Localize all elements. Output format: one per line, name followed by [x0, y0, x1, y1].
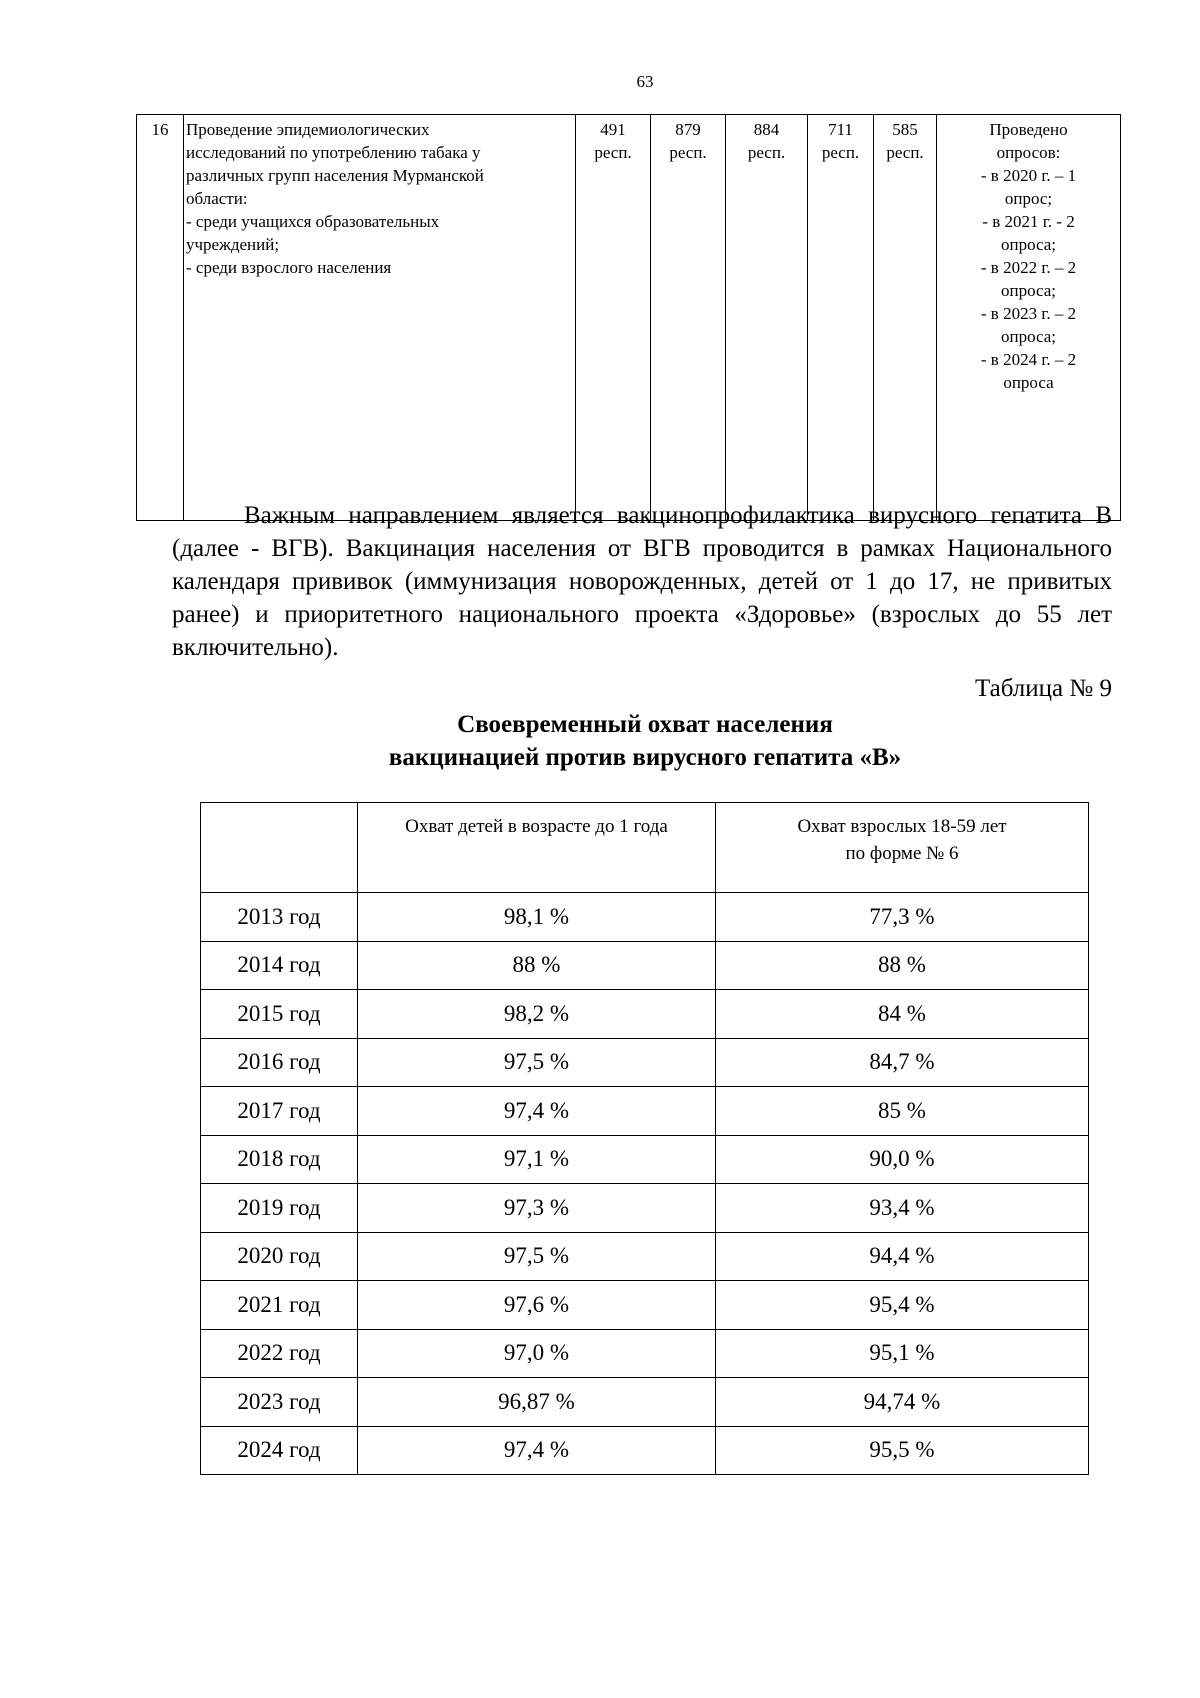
- header-children: Охват детей в возрасте до 1 года: [358, 803, 716, 893]
- row-number: 16: [137, 115, 184, 521]
- year-cell: 2014 год: [201, 941, 358, 990]
- page-number: 63: [636, 72, 654, 91]
- year-cell: 2019 год: [201, 1184, 358, 1233]
- value-number: 585: [892, 120, 918, 139]
- adults-cell: 94,4 %: [716, 1232, 1089, 1281]
- value-cell: [726, 115, 808, 521]
- adults-cell: 93,4 %: [716, 1184, 1089, 1233]
- result-line: - в 2024 г. – 2: [980, 350, 1077, 369]
- desc-line: различных групп населения Мурманской: [186, 166, 484, 185]
- table-row: [201, 1281, 1089, 1330]
- table-title-line: Своевременный охват населения: [457, 711, 833, 738]
- year-cell: 2018 год: [201, 1135, 358, 1184]
- adults-cell: 85 %: [716, 1087, 1089, 1136]
- value-cell: [576, 115, 651, 521]
- desc-line: учреждений;: [186, 235, 280, 254]
- children-cell: 97,6 %: [358, 1281, 716, 1330]
- header-adults-line: Охват взрослых 18-59 лет: [797, 816, 1007, 837]
- adults-cell: 95,4 %: [716, 1281, 1089, 1330]
- result-line: - в 2020 г. – 1: [980, 166, 1077, 185]
- value-unit: респ.: [747, 143, 786, 162]
- table-row: [201, 893, 1089, 942]
- vaccination-table: [200, 802, 1089, 1475]
- adults-cell: 94,74 %: [716, 1378, 1089, 1427]
- children-cell: 97,1 %: [358, 1135, 716, 1184]
- value-unit: респ.: [821, 143, 860, 162]
- adults-cell: 90,0 %: [716, 1135, 1089, 1184]
- table-row: [201, 1184, 1089, 1233]
- result-line: опрос;: [1004, 189, 1053, 208]
- children-cell: 97,4 %: [358, 1087, 716, 1136]
- year-cell: 2017 год: [201, 1087, 358, 1136]
- adults-cell: 77,3 %: [716, 893, 1089, 942]
- year-cell: 2015 год: [201, 990, 358, 1039]
- table-row: [201, 1135, 1089, 1184]
- table-row: [201, 1038, 1089, 1087]
- value-number: 879: [675, 120, 701, 139]
- table-row: [201, 1087, 1089, 1136]
- result-line: - в 2022 г. – 2: [980, 258, 1077, 277]
- year-cell: 2016 год: [201, 1038, 358, 1087]
- body-paragraph: Важным направлением является вакцинопрофилактика вирусного гепатита В (далее - ВГВ). Вакцинация населения от ВГВ проводится в рамках Национального календаря прививок (иммунизация новорожденных, детей от 1 до 17, не привитых ранее) и приоритетного национального проекта «Здоровье» (взрослых до 55 лет включительно).: [172, 502, 1112, 661]
- value-cell: [808, 115, 874, 521]
- value-cell: [874, 115, 937, 521]
- value-number: 711: [828, 120, 853, 139]
- year-cell: 2021 год: [201, 1281, 358, 1330]
- value-cell: [651, 115, 726, 521]
- header-adults: [716, 803, 1089, 893]
- children-cell: 96,87 %: [358, 1378, 716, 1427]
- table-label: Таблица № 9: [974, 675, 1112, 702]
- result-line: опроса;: [1000, 235, 1057, 254]
- result-line: Проведено: [989, 120, 1068, 139]
- table-row: [201, 941, 1089, 990]
- year-cell: 2022 год: [201, 1329, 358, 1378]
- adults-cell: 95,1 %: [716, 1329, 1089, 1378]
- value-unit: респ.: [594, 143, 632, 162]
- row-description: [184, 115, 576, 521]
- result-line: - в 2023 г. – 2: [980, 304, 1077, 323]
- result-line: - в 2021 г. - 2: [982, 212, 1075, 231]
- result-line: опроса;: [1000, 327, 1057, 346]
- children-cell: 98,1 %: [358, 893, 716, 942]
- desc-line: области:: [186, 189, 248, 208]
- table-title-line: вакцинацией против вирусного гепатита «В»: [388, 744, 902, 771]
- adults-cell: 84 %: [716, 990, 1089, 1039]
- children-cell: 97,0 %: [358, 1329, 716, 1378]
- adults-cell: 88 %: [716, 941, 1089, 990]
- adults-cell: 84,7 %: [716, 1038, 1089, 1087]
- children-cell: 97,5 %: [358, 1232, 716, 1281]
- value-number: 491: [600, 120, 626, 139]
- result-line: опросов:: [996, 143, 1061, 162]
- result-line: опроса: [1003, 373, 1054, 392]
- table-header-row: [201, 803, 1089, 893]
- children-cell: 97,4 %: [358, 1426, 716, 1475]
- children-cell: 97,5 %: [358, 1038, 716, 1087]
- table-row: [201, 1426, 1089, 1475]
- desc-line: - среди учащихся образовательных: [186, 212, 440, 231]
- header-adults-line: по форме № 6: [845, 843, 959, 864]
- table-title: [300, 708, 990, 774]
- table-row: [201, 1232, 1089, 1281]
- children-cell: 97,3 %: [358, 1184, 716, 1233]
- header-empty: [201, 803, 358, 893]
- value-unit: респ.: [886, 143, 924, 162]
- result-cell: [937, 115, 1121, 521]
- year-cell: 2020 год: [201, 1232, 358, 1281]
- value-unit: респ.: [669, 143, 707, 162]
- children-cell: 88 %: [358, 941, 716, 990]
- desc-line: - среди взрослого населения: [186, 258, 392, 277]
- year-cell: 2023 год: [201, 1378, 358, 1427]
- table-row: [137, 115, 1121, 521]
- year-cell: 2013 год: [201, 893, 358, 942]
- children-cell: 98,2 %: [358, 990, 716, 1039]
- desc-line: исследований по употреблению табака у: [186, 143, 481, 162]
- survey-table: [136, 114, 1121, 521]
- adults-cell: 95,5 %: [716, 1426, 1089, 1475]
- value-number: 884: [753, 120, 780, 139]
- table-row: [201, 1378, 1089, 1427]
- table-row: [201, 990, 1089, 1039]
- table-row: [201, 1329, 1089, 1378]
- result-line: опроса;: [1000, 281, 1057, 300]
- year-cell: 2024 год: [201, 1426, 358, 1475]
- desc-line: Проведение эпидемиологических: [186, 120, 430, 139]
